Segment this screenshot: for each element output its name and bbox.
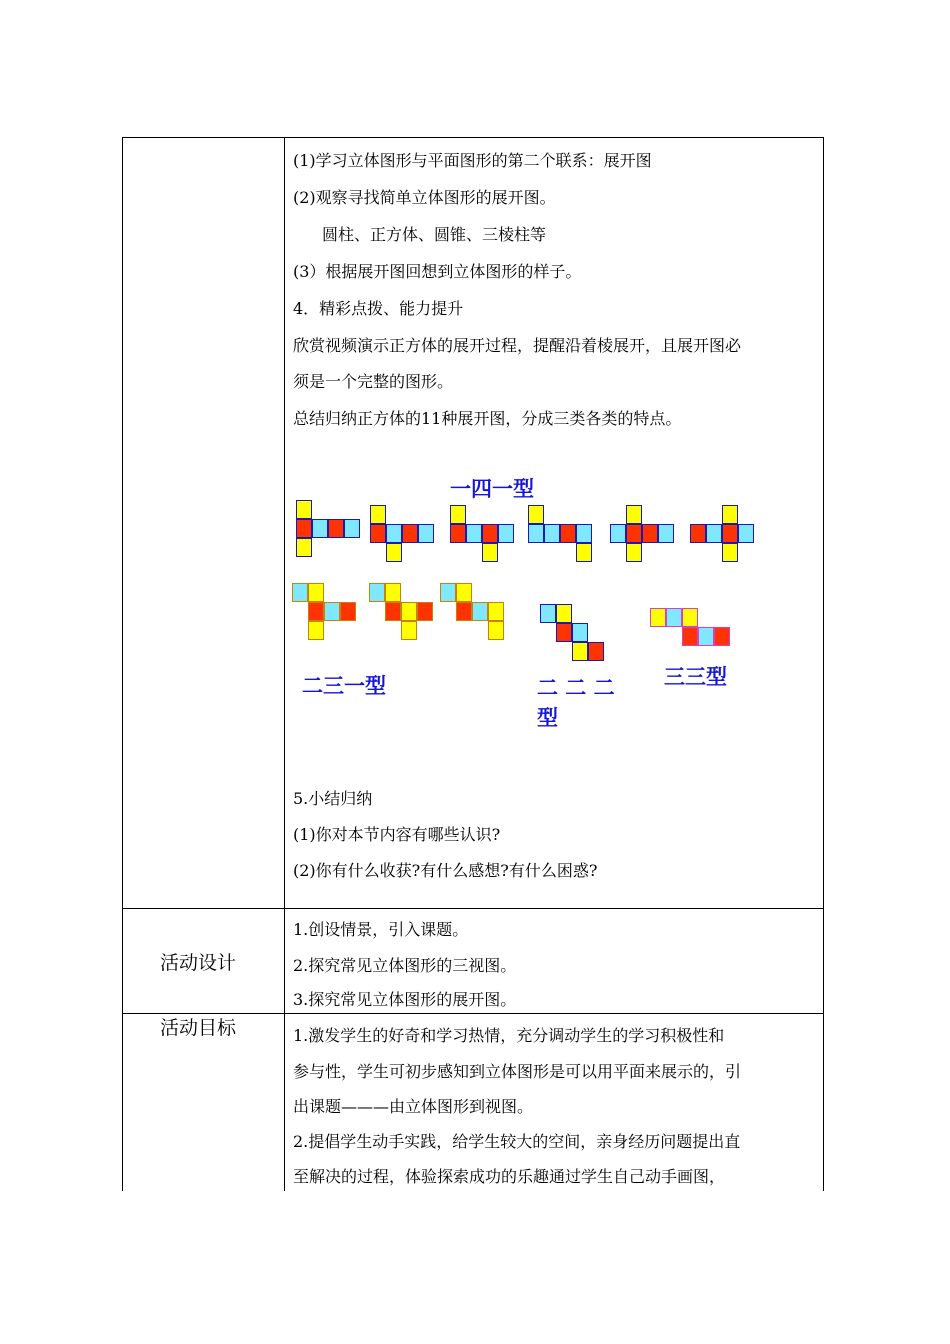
net-7-square bbox=[292, 583, 308, 602]
net-7-square bbox=[308, 583, 324, 602]
net-9-square bbox=[440, 583, 456, 602]
activity-design-item-1: 1.创设情景，引入课题。 bbox=[293, 920, 469, 939]
net-1-square bbox=[296, 500, 312, 519]
net-6-square bbox=[722, 543, 738, 562]
net-2-square bbox=[386, 524, 402, 543]
net-7-square bbox=[340, 602, 356, 621]
content-line-3: 圆柱、正方体、圆锥、三棱柱等 bbox=[322, 225, 547, 244]
net-4-square bbox=[576, 524, 592, 543]
activity-goals-line-3: 出课题———由立体图形到视图。 bbox=[293, 1097, 534, 1116]
net-3-square bbox=[450, 505, 466, 524]
net-6-square bbox=[722, 505, 738, 524]
type-label-231: 二三一型 bbox=[302, 674, 386, 698]
net-6-square bbox=[722, 524, 738, 543]
net-10-square bbox=[540, 604, 556, 623]
activity-goals-line-2: 参与性，学生可初步感知到立体图形是可以用平面来展示的，引 bbox=[293, 1062, 742, 1081]
net-11-square bbox=[650, 608, 666, 627]
net-11-square bbox=[714, 627, 730, 646]
net-10-square bbox=[556, 604, 572, 623]
net-5-square bbox=[626, 505, 642, 524]
net-2-square bbox=[370, 524, 386, 543]
net-10-square bbox=[588, 642, 604, 661]
net-3-square bbox=[482, 524, 498, 543]
net-6-square bbox=[690, 524, 706, 543]
summary-line-1: 5.小结归纳 bbox=[293, 789, 373, 808]
content-line-5: 4．精彩点拨、能力提升 bbox=[293, 299, 464, 318]
net-3-square bbox=[482, 543, 498, 562]
content-line-6: 欣赏视频演示正方体的展开过程，提醒沿着棱展开，且展开图必 bbox=[293, 336, 742, 355]
net-2-square bbox=[386, 543, 402, 562]
net-8-square bbox=[417, 602, 433, 621]
activity-goals-label: 活动目标 bbox=[160, 1017, 237, 1039]
net-3-square bbox=[466, 524, 482, 543]
net-1-square bbox=[312, 519, 328, 538]
table-border-top bbox=[122, 137, 824, 138]
net-11-square bbox=[698, 627, 714, 646]
net-4-square bbox=[576, 543, 592, 562]
net-6-square bbox=[738, 524, 754, 543]
net-9-square bbox=[456, 583, 472, 602]
net-5-square bbox=[626, 524, 642, 543]
net-1-square bbox=[328, 519, 344, 538]
net-7-square bbox=[308, 602, 324, 621]
net-8-square bbox=[385, 602, 401, 621]
net-1-square bbox=[344, 519, 360, 538]
net-5-square bbox=[626, 543, 642, 562]
net-2-square bbox=[418, 524, 434, 543]
net-5-square bbox=[658, 524, 674, 543]
net-2-square bbox=[402, 524, 418, 543]
net-7-square bbox=[324, 602, 340, 621]
table-border-middle bbox=[284, 137, 285, 1191]
activity-design-label: 活动设计 bbox=[160, 952, 237, 974]
net-2-square bbox=[370, 505, 386, 524]
net-4-square bbox=[560, 524, 576, 543]
net-11-square bbox=[666, 608, 682, 627]
net-10-square bbox=[556, 623, 572, 642]
content-line-2: (2)观察寻找简单立体图形的展开图。 bbox=[293, 188, 556, 207]
net-3-square bbox=[450, 524, 466, 543]
net-3-square bbox=[498, 524, 514, 543]
net-7-square bbox=[308, 621, 324, 640]
net-11-square bbox=[682, 627, 698, 646]
net-4-square bbox=[528, 524, 544, 543]
table-row-divider-2 bbox=[122, 1013, 824, 1014]
net-9-square bbox=[472, 602, 488, 621]
content-line-4: (3）根据展开图回想到立体图形的样子。 bbox=[293, 262, 582, 281]
activity-design-item-2: 2.探究常见立体图形的三视图。 bbox=[293, 956, 517, 975]
net-10-square bbox=[572, 623, 588, 642]
net-1-square bbox=[296, 538, 312, 557]
type-label-141: 一四一型 bbox=[450, 477, 534, 501]
net-8-square bbox=[401, 602, 417, 621]
net-4-square bbox=[528, 505, 544, 524]
activity-goals-line-4: 2.提倡学生动手实践，给学生较大的空间，亲身经历问题提出直 bbox=[293, 1132, 741, 1151]
table-border-right bbox=[823, 137, 824, 1191]
net-6-square bbox=[706, 524, 722, 543]
net-5-square bbox=[610, 524, 626, 543]
type-label-222-bottom: 型 bbox=[537, 706, 558, 730]
net-8-square bbox=[401, 621, 417, 640]
net-8-square bbox=[369, 583, 385, 602]
activity-goals-line-1: 1.激发学生的好奇和学习热情，充分调动学生的学习积极性和 bbox=[293, 1026, 725, 1045]
activity-goals-line-5: 至解决的过程，体验探索成功的乐趣通过学生自己动手画图， bbox=[293, 1167, 726, 1186]
activity-design-item-3: 3.探究常见立体图形的展开图。 bbox=[293, 990, 517, 1009]
net-1-square bbox=[296, 519, 312, 538]
net-9-square bbox=[456, 602, 472, 621]
net-9-square bbox=[488, 602, 504, 621]
type-label-33: 三三型 bbox=[664, 665, 727, 689]
table-border-left bbox=[122, 137, 123, 1191]
type-label-222-top: 二 二 二 bbox=[537, 676, 615, 700]
content-line-1: (1)学习立体图形与平面图形的第二个联系：展开图 bbox=[293, 151, 652, 170]
net-4-square bbox=[544, 524, 560, 543]
net-10-square bbox=[572, 642, 588, 661]
net-8-square bbox=[385, 583, 401, 602]
summary-line-2: (1)你对本节内容有哪些认识? bbox=[293, 825, 501, 844]
content-line-8: 总结归纳正方体的11种展开图，分成三类各类的特点。 bbox=[293, 409, 682, 428]
table-row-divider-1 bbox=[122, 908, 824, 909]
net-9-square bbox=[488, 621, 504, 640]
net-11-square bbox=[682, 608, 698, 627]
summary-line-3: (2)你有什么收获?有什么感想?有什么困惑? bbox=[293, 861, 598, 880]
content-line-7: 须是一个完整的图形。 bbox=[293, 372, 454, 391]
net-5-square bbox=[642, 524, 658, 543]
